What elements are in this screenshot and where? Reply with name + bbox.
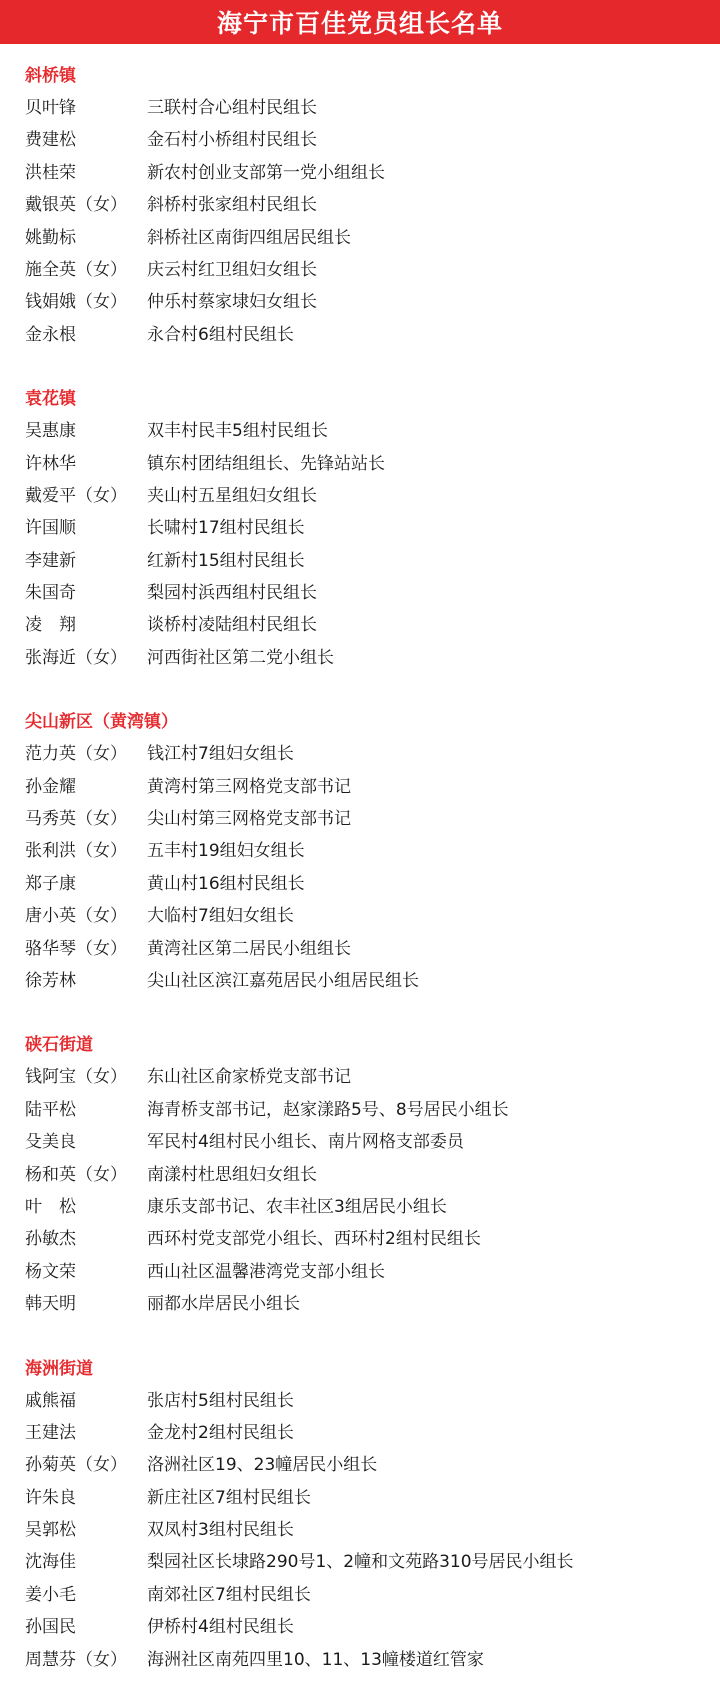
member-role: 张店村5组村民组长 [147, 1390, 294, 1411]
section-jianshan [25, 706, 720, 997]
list-item [25, 738, 720, 770]
member-name: 周慧芬（女） [25, 1649, 127, 1670]
list-item [25, 609, 720, 641]
list-item [25, 512, 720, 544]
member-name: 张海近（女） [25, 647, 127, 668]
list-item [25, 1191, 720, 1223]
member-role: 南郊社区7组村民组长 [147, 1584, 311, 1605]
list-item [25, 803, 720, 835]
member-name: 韩天明 [25, 1294, 76, 1315]
list-item [25, 1644, 720, 1676]
member-role: 梨园社区长埭路290号1、2幢和文苑路310号居民小组长 [147, 1552, 574, 1573]
member-role: 西山社区温馨港湾党支部小组长 [147, 1261, 385, 1282]
member-role: 仲乐村蔡家埭妇女组长 [147, 292, 317, 313]
member-role: 红新村15组村民组长 [147, 550, 305, 571]
section-title: 斜桥镇 [25, 66, 76, 86]
member-name: 费建松 [25, 130, 76, 151]
member-name: 金永根 [25, 324, 76, 345]
member-role: 黄山村16组村民组长 [147, 873, 305, 894]
member-role: 金龙村2组村民组长 [147, 1422, 294, 1443]
list-item [25, 448, 720, 480]
member-name: 杨和英（女） [25, 1164, 127, 1185]
member-name: 朱国奇 [25, 583, 76, 604]
member-name: 姚勤标 [25, 227, 76, 248]
member-name: 贝叶锋 [25, 98, 76, 118]
member-role: 伊桥村4组村民组长 [147, 1617, 294, 1638]
member-name: 凌 翔 [25, 615, 76, 636]
list-item [25, 868, 720, 900]
member-name: 李建新 [25, 550, 76, 571]
member-name: 许林华 [25, 453, 76, 474]
section-title: 硖石街道 [25, 1035, 93, 1056]
member-name: 孙金耀 [25, 776, 76, 797]
member-role: 长啸村17组村民组长 [147, 518, 305, 539]
member-role: 永合村6组村民组长 [147, 324, 294, 345]
member-name: 许国顺 [25, 518, 76, 539]
member-name: 吴郭松 [25, 1520, 76, 1541]
member-role: 新庄社区7组村民组长 [147, 1487, 311, 1508]
member-role: 黄湾社区第二居民小组组长 [147, 938, 351, 959]
list-item [25, 1417, 720, 1449]
member-name: 殳美良 [25, 1132, 76, 1153]
member-name: 王建法 [25, 1422, 76, 1443]
member-name: 戴爱平（女） [25, 485, 127, 506]
member-role: 双丰村民丰5组村民组长 [147, 421, 328, 442]
member-role: 海青桥支部书记，赵家漾路5号、8号居民小组长 [147, 1099, 509, 1120]
list-item [25, 1223, 720, 1255]
member-role: 梨园村浜西组村民组长 [147, 583, 317, 604]
member-name: 施全英（女） [25, 259, 127, 280]
list-item [25, 189, 720, 221]
list-item [25, 1546, 720, 1578]
section-xiashi [25, 1029, 720, 1320]
section-title: 尖山新区（黄湾镇） [25, 712, 178, 733]
list-item [25, 92, 720, 124]
member-name: 孙敏杰 [25, 1229, 76, 1250]
member-name: 徐芳林 [25, 970, 76, 991]
list-item [25, 1126, 720, 1158]
list-item [25, 319, 720, 351]
page-title: 海宁市百佳党员组长名单 [216, 9, 503, 38]
section-haizhou [25, 1353, 720, 1677]
member-name: 许朱良 [25, 1487, 76, 1508]
list-item [25, 577, 720, 609]
list-item [25, 545, 720, 577]
section-title: 海洲街道 [25, 1358, 93, 1379]
member-role: 钱江村7组妇女组长 [147, 744, 294, 765]
member-role: 夹山村五星组妇女组长 [147, 485, 317, 506]
list-item [25, 965, 720, 997]
member-name: 钱娟娥（女） [25, 292, 127, 313]
member-role: 丽都水岸居民小组长 [147, 1294, 300, 1315]
member-name: 吴惠康 [25, 421, 76, 442]
member-name: 郑子康 [25, 873, 76, 894]
member-role: 斜桥社区南街四组居民组长 [147, 227, 351, 248]
list-item [25, 1256, 720, 1288]
list-item [25, 835, 720, 867]
member-name: 戚熊福 [25, 1390, 76, 1411]
member-name: 孙菊英（女） [25, 1455, 127, 1476]
list-content [0, 44, 720, 1676]
section-title: 袁花镇 [25, 389, 76, 410]
member-role: 谈桥村凌陆组村民组长 [147, 615, 317, 636]
member-name: 钱阿宝（女） [25, 1067, 127, 1088]
member-role: 南漾村杜思组妇女组长 [147, 1164, 317, 1185]
member-name: 姜小毛 [25, 1584, 76, 1605]
member-name: 戴银英（女） [25, 195, 127, 216]
member-name: 张利洪（女） [25, 841, 127, 862]
member-role: 西环村党支部党小组长、西环村2组村民组长 [147, 1229, 481, 1250]
section-xieqiao [25, 60, 720, 351]
list-item [25, 1094, 720, 1126]
list-item [25, 415, 720, 447]
header-banner [0, 0, 720, 44]
list-item [25, 286, 720, 318]
member-name: 杨文荣 [25, 1261, 76, 1282]
member-role: 镇东村团结组组长、先锋站站长 [147, 453, 385, 474]
member-role: 五丰村19组妇女组长 [147, 841, 305, 862]
member-role: 斜桥村张家组村民组长 [147, 195, 317, 216]
member-role: 三联村合心组村民组长 [147, 98, 317, 118]
list-item [25, 933, 720, 965]
member-role: 双凤村3组村民组长 [147, 1520, 294, 1541]
list-item [25, 642, 720, 674]
list-item [25, 124, 720, 156]
member-role: 大临村7组妇女组长 [147, 906, 294, 927]
list-item [25, 900, 720, 932]
list-item [25, 1449, 720, 1481]
member-name: 唐小英（女） [25, 906, 127, 927]
member-role: 尖山村第三网格党支部书记 [147, 809, 351, 830]
list-item [25, 157, 720, 189]
list-item [25, 1159, 720, 1191]
section-yuanhua [25, 383, 720, 674]
member-role: 洛洲社区19、23幢居民小组长 [147, 1455, 378, 1476]
list-item [25, 222, 720, 254]
member-role: 军民村4组村民小组长、南片网格支部委员 [147, 1132, 464, 1153]
member-name: 马秀英（女） [25, 809, 127, 830]
member-name: 孙国民 [25, 1617, 76, 1638]
member-name: 陆平松 [25, 1099, 76, 1120]
member-name: 骆华琴（女） [25, 938, 127, 959]
member-role: 金石村小桥组村民组长 [147, 130, 317, 151]
list-item [25, 1514, 720, 1546]
member-role: 庆云村红卫组妇女组长 [147, 259, 317, 280]
list-item [25, 254, 720, 286]
member-role: 新农村创业支部第一党小组组长 [147, 162, 385, 183]
list-item [25, 771, 720, 803]
list-item [25, 1579, 720, 1611]
list-item [25, 1611, 720, 1643]
list-item [25, 480, 720, 512]
member-name: 沈海佳 [25, 1552, 76, 1573]
member-name: 叶 松 [25, 1196, 76, 1217]
member-name: 洪桂荣 [25, 162, 76, 183]
list-item [25, 1061, 720, 1093]
member-role: 海洲社区南苑四里10、11、13幢楼道红管家 [147, 1649, 484, 1670]
member-role: 河西街社区第二党小组长 [147, 647, 334, 668]
list-item [25, 1288, 720, 1320]
member-role: 康乐支部书记、农丰社区3组居民小组长 [147, 1196, 447, 1217]
list-item [25, 1482, 720, 1514]
member-role: 尖山社区滨江嘉苑居民小组居民组长 [147, 970, 419, 991]
member-role: 东山社区俞家桥党支部书记 [147, 1067, 351, 1088]
member-name: 范力英（女） [25, 744, 127, 765]
member-role: 黄湾村第三网格党支部书记 [147, 776, 351, 797]
list-item [25, 1385, 720, 1417]
